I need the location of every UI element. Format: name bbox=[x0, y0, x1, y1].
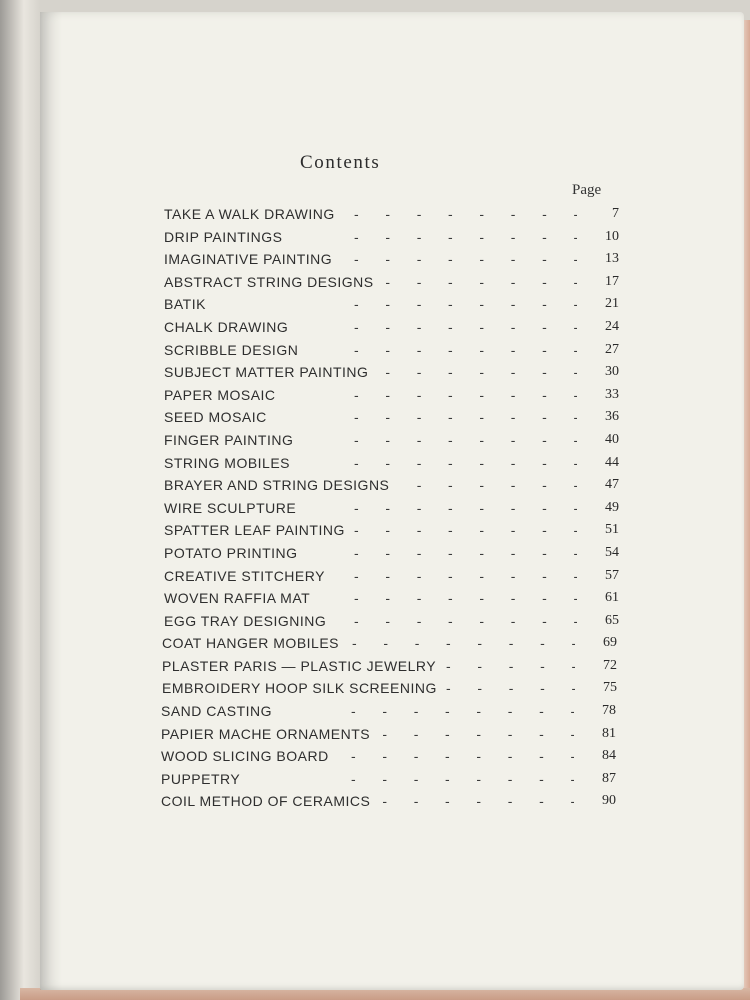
toc-entry-page-number: 27 bbox=[605, 341, 619, 357]
toc-entry-page-number: 90 bbox=[602, 793, 616, 809]
toc-entry bbox=[164, 429, 619, 452]
toc-entry-title: EGG TRAY DESIGNING bbox=[164, 610, 332, 632]
toc-entry-title: CREATIVE STITCHERY bbox=[164, 565, 331, 587]
toc-dot-leader bbox=[351, 723, 574, 745]
toc-entry bbox=[164, 293, 619, 316]
toc-entry bbox=[164, 226, 619, 249]
toc-entry-title: FINGER PAINTING bbox=[164, 429, 299, 451]
toc-entry-page-number: 40 bbox=[605, 431, 619, 447]
toc-entry-title: TAKE A WALK DRAWING bbox=[164, 203, 341, 225]
toc-entry-page-number: 61 bbox=[605, 590, 619, 606]
toc-entry-title: POTATO PRINTING bbox=[164, 542, 304, 564]
toc-entry-page-number: 54 bbox=[605, 544, 619, 560]
toc-entry bbox=[164, 452, 619, 475]
toc-entry-title: SUBJECT MATTER PAINTING bbox=[164, 361, 374, 383]
toc-dot-leader bbox=[354, 226, 577, 248]
contents-heading: Contents bbox=[300, 152, 381, 173]
toc-entry-title: SCRIBBLE DESIGN bbox=[164, 339, 304, 361]
toc-dot-leader bbox=[351, 745, 574, 767]
toc-dot-leader bbox=[354, 406, 577, 428]
toc-entry-title: STRING MOBILES bbox=[164, 452, 296, 474]
toc-dot-leader bbox=[351, 700, 574, 722]
toc-entry bbox=[164, 339, 619, 362]
toc-dot-leader bbox=[354, 248, 577, 270]
toc-entry bbox=[162, 655, 617, 678]
toc-entry bbox=[164, 248, 619, 271]
toc-dot-leader bbox=[354, 565, 577, 587]
toc-dot-leader bbox=[354, 339, 577, 361]
toc-entry bbox=[164, 542, 619, 565]
toc-entry bbox=[164, 565, 619, 588]
toc-dot-leader bbox=[354, 519, 577, 541]
toc-entry-title: SPATTER LEAF PAINTING bbox=[164, 519, 351, 541]
toc-dot-leader bbox=[354, 203, 577, 225]
toc-entry-page-number: 44 bbox=[605, 454, 619, 470]
toc-dot-leader bbox=[354, 361, 577, 383]
toc-entry-page-number: 13 bbox=[605, 251, 619, 267]
toc-entry-page-number: 84 bbox=[602, 748, 616, 764]
toc-entry bbox=[164, 271, 619, 294]
toc-entry-page-number: 36 bbox=[605, 409, 619, 425]
toc-entry bbox=[162, 632, 617, 655]
toc-entry bbox=[164, 497, 619, 520]
toc-entry-page-number: 17 bbox=[605, 273, 619, 289]
toc-entry bbox=[164, 519, 619, 542]
toc-dot-leader bbox=[354, 587, 577, 609]
toc-entry bbox=[164, 361, 619, 384]
toc-entry bbox=[161, 768, 616, 791]
toc-entry-page-number: 57 bbox=[605, 567, 619, 583]
toc-entry-title: WIRE SCULPTURE bbox=[164, 497, 302, 519]
toc-entry-title: SAND CASTING bbox=[161, 700, 278, 722]
toc-entry bbox=[164, 610, 619, 633]
toc-entry bbox=[162, 677, 617, 700]
toc-entry-page-number: 75 bbox=[603, 680, 617, 696]
toc-entry-title: IMAGINATIVE PAINTING bbox=[164, 248, 338, 270]
toc-dot-leader bbox=[351, 790, 574, 812]
toc-entry-title: EMBROIDERY HOOP SILK SCREENING bbox=[162, 677, 443, 699]
toc-entry bbox=[161, 700, 616, 723]
toc-entry-page-number: 7 bbox=[612, 206, 619, 221]
toc-entry bbox=[161, 745, 616, 768]
toc-entry bbox=[164, 587, 619, 610]
toc-entry bbox=[164, 203, 619, 226]
toc-entry bbox=[164, 406, 619, 429]
toc-entry-page-number: 24 bbox=[605, 318, 619, 334]
toc-entry bbox=[161, 790, 616, 813]
toc-entry-title: SEED MOSAIC bbox=[164, 406, 273, 428]
toc-dot-leader bbox=[354, 497, 577, 519]
toc-entry bbox=[164, 474, 619, 497]
toc-entry bbox=[161, 723, 616, 746]
toc-dot-leader bbox=[354, 452, 577, 474]
toc-entry-page-number: 49 bbox=[605, 499, 619, 515]
toc-dot-leader bbox=[354, 610, 577, 632]
toc-dot-leader bbox=[352, 632, 575, 654]
toc-entry-title: BATIK bbox=[164, 293, 212, 315]
toc-entry-title: PLASTER PARIS — PLASTIC JEWELRY bbox=[162, 655, 442, 677]
toc-entry-title: DRIP PAINTINGS bbox=[164, 226, 289, 248]
toc-entry-page-number: 21 bbox=[605, 296, 619, 312]
toc-entry-title: PAPIER MACHE ORNAMENTS bbox=[161, 723, 376, 745]
toc-dot-leader bbox=[354, 429, 577, 451]
toc-dot-leader bbox=[354, 384, 577, 406]
toc-entry-title: PUPPETRY bbox=[161, 768, 246, 790]
toc-entry-title: COIL METHOD OF CERAMICS bbox=[161, 790, 376, 812]
toc-entry-page-number: 51 bbox=[605, 522, 619, 538]
toc-entry-page-number: 47 bbox=[605, 477, 619, 493]
toc-dot-leader bbox=[354, 316, 577, 338]
toc-entry bbox=[164, 316, 619, 339]
toc-entry-page-number: 78 bbox=[602, 703, 616, 719]
toc-entry-page-number: 81 bbox=[602, 725, 616, 741]
toc-dot-leader bbox=[354, 293, 577, 315]
toc-entry-page-number: 87 bbox=[602, 770, 616, 786]
toc-entry-title: PAPER MOSAIC bbox=[164, 384, 282, 406]
toc-entry-title: BRAYER AND STRING DESIGNS bbox=[164, 474, 395, 496]
toc-entry-title: WOVEN RAFFIA MAT bbox=[164, 587, 316, 609]
toc-entry-page-number: 65 bbox=[605, 612, 619, 628]
toc-entry-page-number: 30 bbox=[605, 364, 619, 380]
toc-dot-leader bbox=[354, 271, 577, 293]
toc-dot-leader bbox=[354, 542, 577, 564]
toc-entry-page-number: 33 bbox=[605, 386, 619, 402]
toc-entry-title: CHALK DRAWING bbox=[164, 316, 294, 338]
toc-entry-page-number: 69 bbox=[603, 635, 617, 651]
page-column-label: Page bbox=[572, 182, 602, 198]
toc-entry-title: ABSTRACT STRING DESIGNS bbox=[164, 271, 380, 293]
toc-entry-page-number: 10 bbox=[605, 228, 619, 244]
toc-entry bbox=[164, 384, 619, 407]
table-of-contents bbox=[161, 203, 619, 813]
toc-dot-leader bbox=[351, 768, 574, 790]
toc-entry-title: COAT HANGER MOBILES bbox=[162, 632, 345, 654]
toc-entry-page-number: 72 bbox=[603, 657, 617, 673]
toc-entry-title: WOOD SLICING BOARD bbox=[161, 745, 335, 767]
